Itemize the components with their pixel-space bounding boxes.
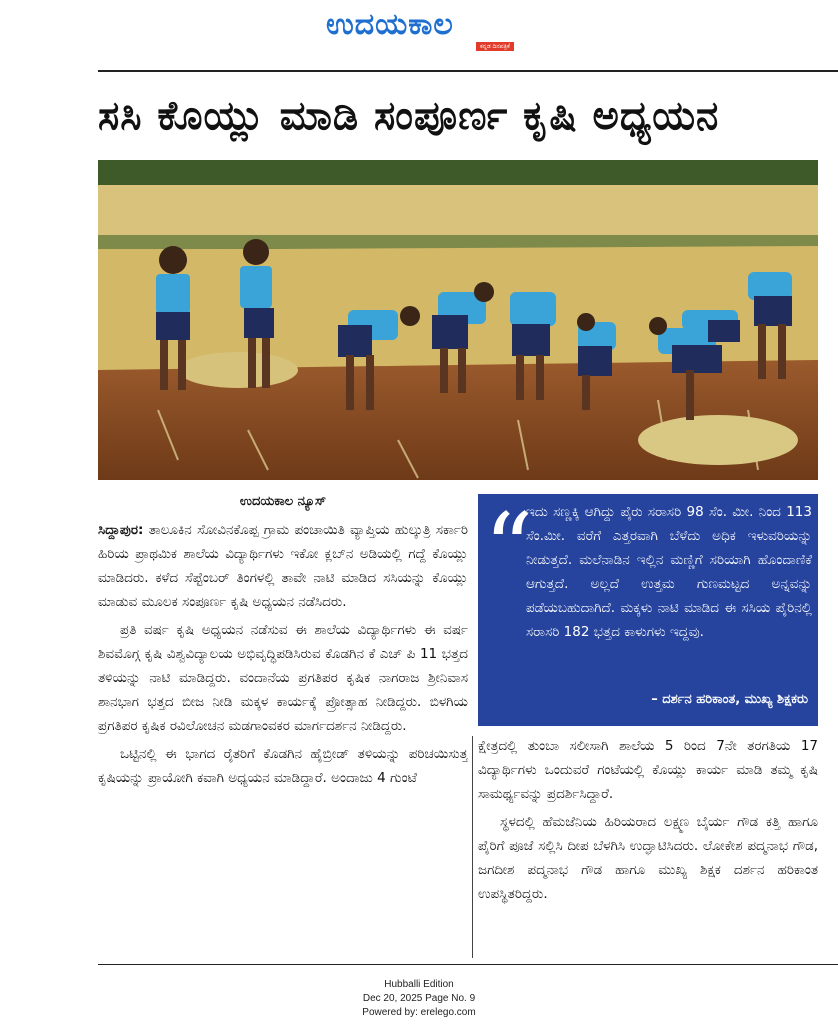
powered-by-link[interactable]: Powered by: erelego.com [362,1007,476,1018]
logo-tagline: ಕನ್ನಡ ದಿನಪತ್ರಿಕೆ [476,42,514,51]
pull-quote-text: ಇದು ಸಣ್ಣಕ್ಕಿ ಆಗಿದ್ದು ಪೈರು ಸರಾಸರಿ 98 ಸೆಂ. ಮೀ. ನಿಂದ 113 ಸೆಂ.ಮೀ. ವರೆಗೆ ಎತ್ತರವಾಗಿ ಬೆಳೆದು ಅಧಿಕ ಇಳುವರಿಯನ್ನು ನೀಡುತ್ತದೆ. ಮಲೆನಾಡಿನ ಇಲ್ಲಿನ ಮಣ್ಣಿಗೆ ಸರಿಯಾಗಿ ಹೊಂದಾಣಿಕೆ ಆಗುತ್ತದೆ. ಅಲ್ಲದೆ ಉತ್ತಮ ಗುಣಮಟ್ಟದ ಅನ್ನವನ್ನು ಪಡೆಯಬಹುದಾಗಿದೆ. ಮಕ್ಕಳು ನಾಟಿ ಮಾಡಿದ ಈ ಸಸಿಯ ಪೈರಿನಲ್ಲಿ ಸರಾಸರಿ 182 ಭತ್ತದ ಕಾಳುಗಳು ಇದ್ದವು. [526,504,812,640]
article-paragraph: ಕ್ಷೇತ್ರದಲ್ಲಿ ತುಂಬಾ ಸಲೀಸಾಗಿ ಶಾಲೆಯ 5 ರಿಂದ 7ನೇ ತರಗತಿಯ 17 ವಿದ್ಯಾರ್ಥಿಗಳು ಒಂದುವರೆ ಗಂಟೆಯಲ್ಲಿ ಕೊಯ್ಲು ಕಾರ್ಯ ಮಾಡಿ ತಮ್ಮ ಕೃಷಿ ಸಾಮರ್ಥ್ಯವನ್ನು ಪ್ರದರ್ಶಿಸಿದ್ದಾರೆ. [478,738,818,802]
date-page-label: Dec 20, 2025 Page No. 9 [362,993,476,1004]
article-paragraph [98,518,468,614]
article-paragraph: ಪ್ರತಿ ವರ್ಷ ಕೃಷಿ ಅಧ್ಯಯನ ನಡೆಸುವ ಈ ಶಾಲೆಯ ವಿದ್ಯಾರ್ಥಿಗಳು ಈ ವರ್ಷ ಶಿವಮೊಗ್ಗ ಕೃಷಿ ವಿಶ್ವವಿದ್ಯಾಲಯ ಅಭಿವೃದ್ಧಿಪಡಿಸಿರುವ ಕೊಡಗಿನ ಕೆ ಎಚ್ ಪಿ 11 ಭತ್ತದ ತಳಿಯನ್ನು ನಾಟಿ ಮಾಡಿದ್ದರು. ವಂದಾನೆಯ ಪ್ರಗತಿಪರ ಕೃಷಿಕ ನಾಗರಾಜ ಶ್ರೀನಿವಾಸ ಶಾನಭಾಗ ಭತ್ತದ ಬೀಜ ನೀಡಿ ಮಕ್ಕಳ ಕಾರ್ಯಕ್ಕೆ ಪ್ರೋತ್ಸಾಹ ನೀಡಿದ್ದರು. ಬಿಳಗಿಯ ಪ್ರಗತಿಪರ ಕೃಷಿಕ ರವಿಲೋಚನ ಮಡಗಾಂವಕರ ಮಾರ್ಗದರ್ಶನ ನೀಡಿದ್ದರು. [98,622,468,734]
newspaper-logo: ಉದಯಕಾಲ [326,7,454,42]
bottom-rule [98,964,838,965]
edition-label: Hubballi Edition [384,979,454,990]
dateline: ಸಿದ್ದಾಪುರ: [98,522,144,538]
top-rule [98,70,838,72]
article-column-left [98,518,468,958]
article-column-right [478,734,818,958]
news-photo [98,160,818,480]
pull-quote-author: – ದರ್ಶನ ಹರಿಕಾಂತ, ಮುಖ್ಯ ಶಿಕ್ಷಕರು [651,692,808,707]
byline: ಉದಯಕಾಲ ನ್ಯೂಸ್ [239,494,327,509]
quote-mark-icon: “ [484,493,534,605]
article-paragraph: ಒಟ್ಟಿನಲ್ಲಿ ಈ ಭಾಗದ ರೈತರಿಗೆ ಕೊಡಗಿನ ಹೈಬ್ರೀಡ್ ತಳಿಯನ್ನು ಪರಿಚಯಿಸುತ್ತ ಕೃಷಿಯನ್ನು ಪ್ರಾಯೋಗಿ ಕವಾಗಿ ಅಧ್ಯಯನ ಮಾಡಿದ್ದಾರೆ. ಅಂದಾಜು 4 ಗುಂಟೆ [98,746,468,786]
paragraph-text: ತಾಲೂಕಿನ ಸೋವಿನಕೊಪ್ಪ ಗ್ರಾಮ ಪಂಚಾಯಿತಿ ವ್ಯಾಪ್ತಿಯ ಹುಲ್ಕುತ್ರಿ ಸರ್ಕಾರಿ ಹಿರಿಯ ಪ್ರಾಥಮಿಕ ಶಾಲೆಯ ವಿದ್ಯಾರ್ಥಿಗಳು ಇಕೋ ಕ್ಲಬ್‌ನ ಅಡಿಯಲ್ಲಿ ಗದ್ದೆ ಕೊಯ್ಲು ಮಾಡಿದರು. ಕಳೆದ ಸೆಪ್ಟೆಂಬರ್ ತಿಂಗಳಲ್ಲಿ ತಾವೇ ನಾಟಿ ಮಾಡಿದ ಸಸಿಯನ್ನು ಕೊಯ್ಲು ಮಾಡುವ ಮೂಲಕ ಸಂಪೂರ್ಣ ಕೃಷಿ ಅಧ್ಯಯನ ನಡೆಸಿದರು. [98,522,468,610]
page-footer [0,978,838,1020]
column-divider [472,736,473,958]
article-paragraph: ಸ್ಥಳದಲ್ಲಿ ಹೆಮಜೆನಿಯ ಹಿರಿಯರಾದ ಲಕ್ಷ್ಮಣ ಬೈರ್ಯ ಗೌಡ ಕತ್ತಿ ಹಾಗೂ ಪೈರಿಗೆ ಪೂಜೆ ಸಲ್ಲಿಸಿ ದೀಪ ಬೆಳಗಿಸಿ ಉದ್ಘಾಟಿಸಿದರು. ಲೋಕೇಶ ಪದ್ಮನಾಭ ಗೌಡ, ಜಗದೀಶ ಪದ್ಮನಾಭ ಗೌಡ ಹಾಗೂ ಮುಖ್ಯ ಶಿಕ್ಷಕ ದರ್ಶನ ಹರಿಕಾಂತ ಉಪಸ್ಥಿತರಿದ್ದರು. [478,814,818,902]
headline: ಸಸಿ ಕೊಯ್ಲು ಮಾಡಿ ಸಂಪೂರ್ಣ ಕೃಷಿ ಅಧ್ಯಯನ [98,93,720,139]
pull-quote-box [478,494,818,726]
masthead [0,0,838,62]
